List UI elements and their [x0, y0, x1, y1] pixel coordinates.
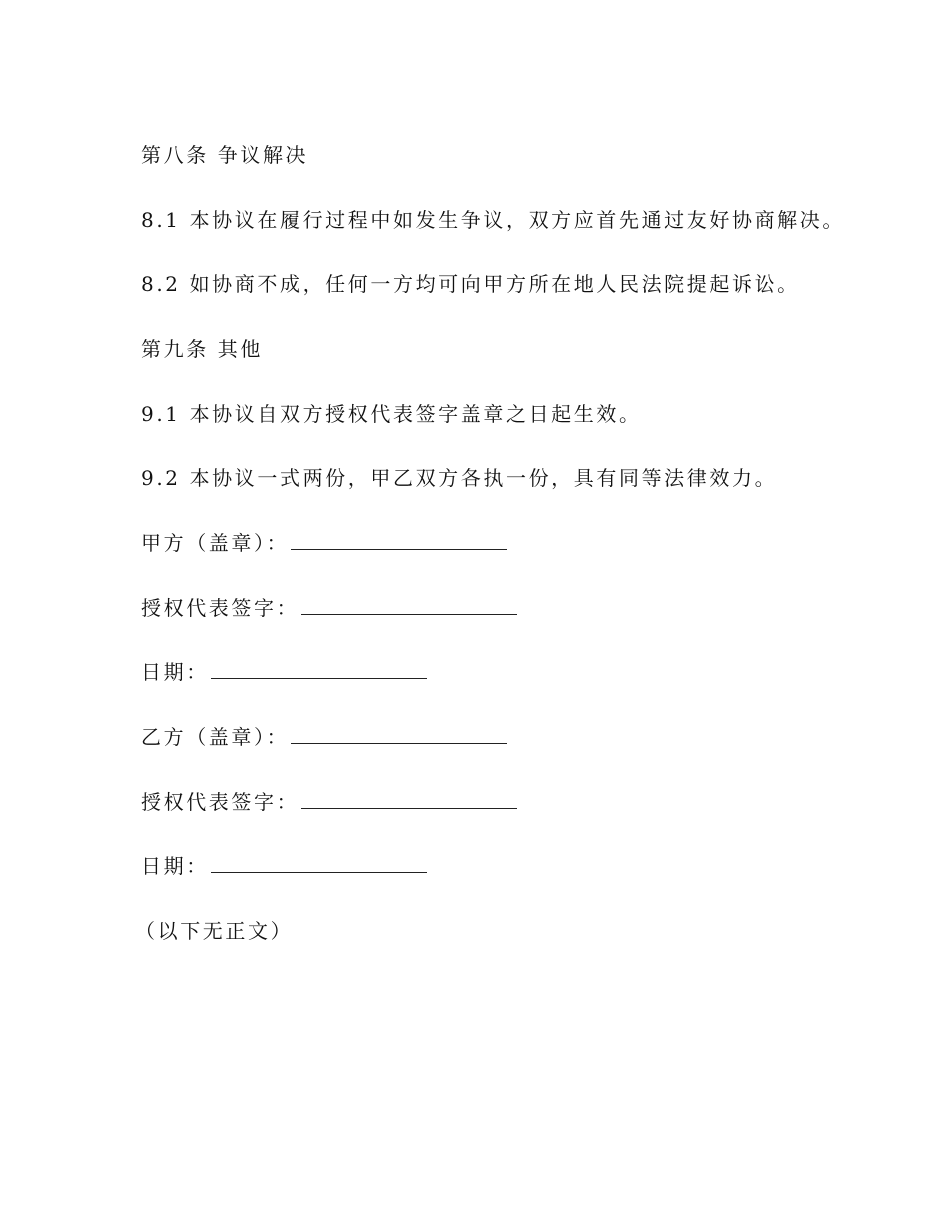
party-b-date-row	[141, 852, 427, 880]
party-a-seal-row	[141, 529, 507, 557]
party-a-date-row	[141, 658, 427, 686]
end-note: （以下无正文）	[135, 919, 294, 943]
clause-8-2: 8.2 如协商不成，任何一方均可向甲方所在地人民法院提起诉讼。	[141, 272, 800, 296]
party-a-date-blank	[211, 660, 427, 679]
party-b-date-blank	[211, 854, 427, 873]
party-b-seal-label: 乙方（盖章）：	[141, 725, 290, 749]
article-8-heading: 第八条 争议解决	[141, 143, 309, 167]
party-b-seal-blank	[291, 725, 507, 744]
party-a-seal-label: 甲方（盖章）：	[141, 531, 290, 555]
article-9-heading: 第九条 其他	[141, 337, 263, 361]
party-b-rep-row	[141, 788, 517, 816]
clause-9-1: 9.1 本协议自双方授权代表签字盖章之日起生效。	[141, 402, 642, 426]
party-b-date-label: 日期：	[141, 854, 209, 878]
party-b-seal-row	[141, 723, 507, 751]
party-b-rep-label: 授权代表签字：	[141, 790, 300, 814]
party-a-date-label: 日期：	[141, 660, 209, 684]
party-a-seal-blank	[291, 531, 507, 550]
clause-8-1: 8.1 本协议在履行过程中如发生争议，双方应首先通过友好协商解决。	[141, 208, 845, 232]
clause-9-2: 9.2 本协议一式两份，甲乙双方各执一份，具有同等法律效力。	[141, 466, 778, 490]
party-a-rep-label: 授权代表签字：	[141, 596, 300, 620]
party-a-rep-row	[141, 594, 517, 622]
party-a-rep-blank	[301, 596, 517, 615]
party-b-rep-blank	[301, 790, 517, 809]
